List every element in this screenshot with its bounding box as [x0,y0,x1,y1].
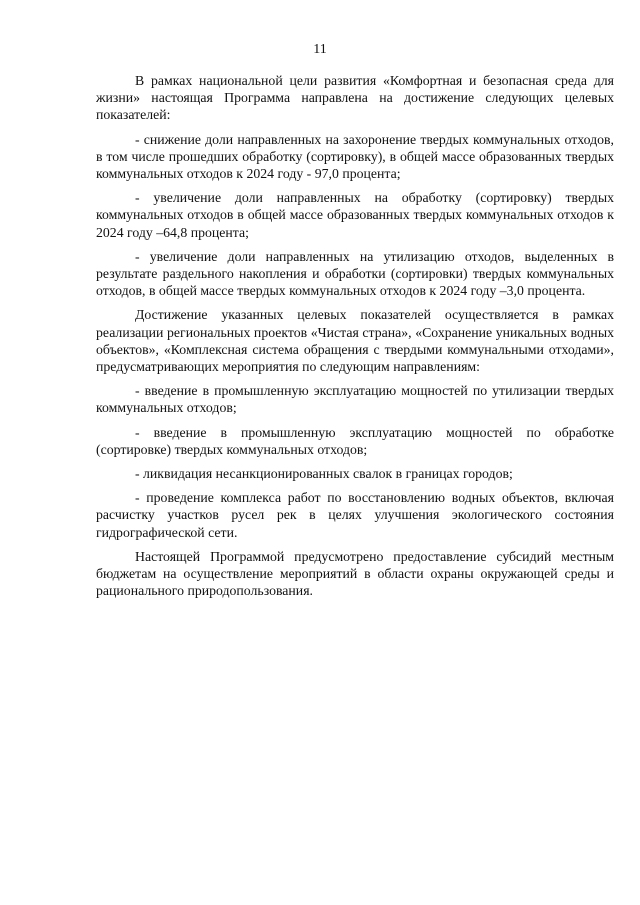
target-indicator-1: - снижение доли направленных на захоронение твердых коммунальных отходов, в том числе прошедших обработку (сортировку), в общей массе образованных твердых коммунальных отходов к 2024 году - 97,0 процента; [96,131,614,182]
measure-item-2: - введение в промышленную эксплуатацию мощностей по обработке (сортировке) твердых коммунальных отходов; [96,424,614,457]
page-number: 11 [313,42,327,57]
subsidies-paragraph: Настоящей Программой предусмотрено предоставление субсидий местным бюджетам на осуществление мероприятий в области охраны окружающей среды и рационального природопользования. [96,548,614,599]
projects-paragraph: Достижение указанных целевых показателей осуществляется в рамках реализации региональных проектов «Чистая страна», «Сохранение уникальных водных объектов», «Комплексная система обращения с твердыми коммунальными отходами», предусматривающих мероприятия по следующим направлениям: [96,307,614,375]
measure-item-1: - введение в промышленную эксплуатацию мощностей по утилизации твердых коммунальных отходов; [96,383,614,416]
target-indicator-3: - увеличение доли направленных на утилизацию отходов, выделенных в результате раздельного накопления и обработки (сортировки) твердых коммунальных отходов, в общей массе твердых коммунальных отходов к 2024 году –3,0 процента. [96,248,614,299]
measure-item-4: - проведение комплекса работ по восстановлению водных объектов, включая расчистку участков русел рек в целях улучшения экологического состояния гидрографической сети. [96,490,614,540]
measure-item-3: - ликвидация несанкционированных свалок в границах городов; [135,466,513,482]
intro-paragraph: В рамках национальной цели развития «Комфортная и безопасная среда для жизни» настоящая Программа направлена на достижение следующих целевых показателей: [96,73,614,123]
target-indicator-2: - увеличение доли направленных на обработку (сортировку) твердых коммунальных отходов в общей массе образованных твердых коммунальных отходов к 2024 году –64,8 процента; [96,190,614,240]
document-body [96,72,614,599]
